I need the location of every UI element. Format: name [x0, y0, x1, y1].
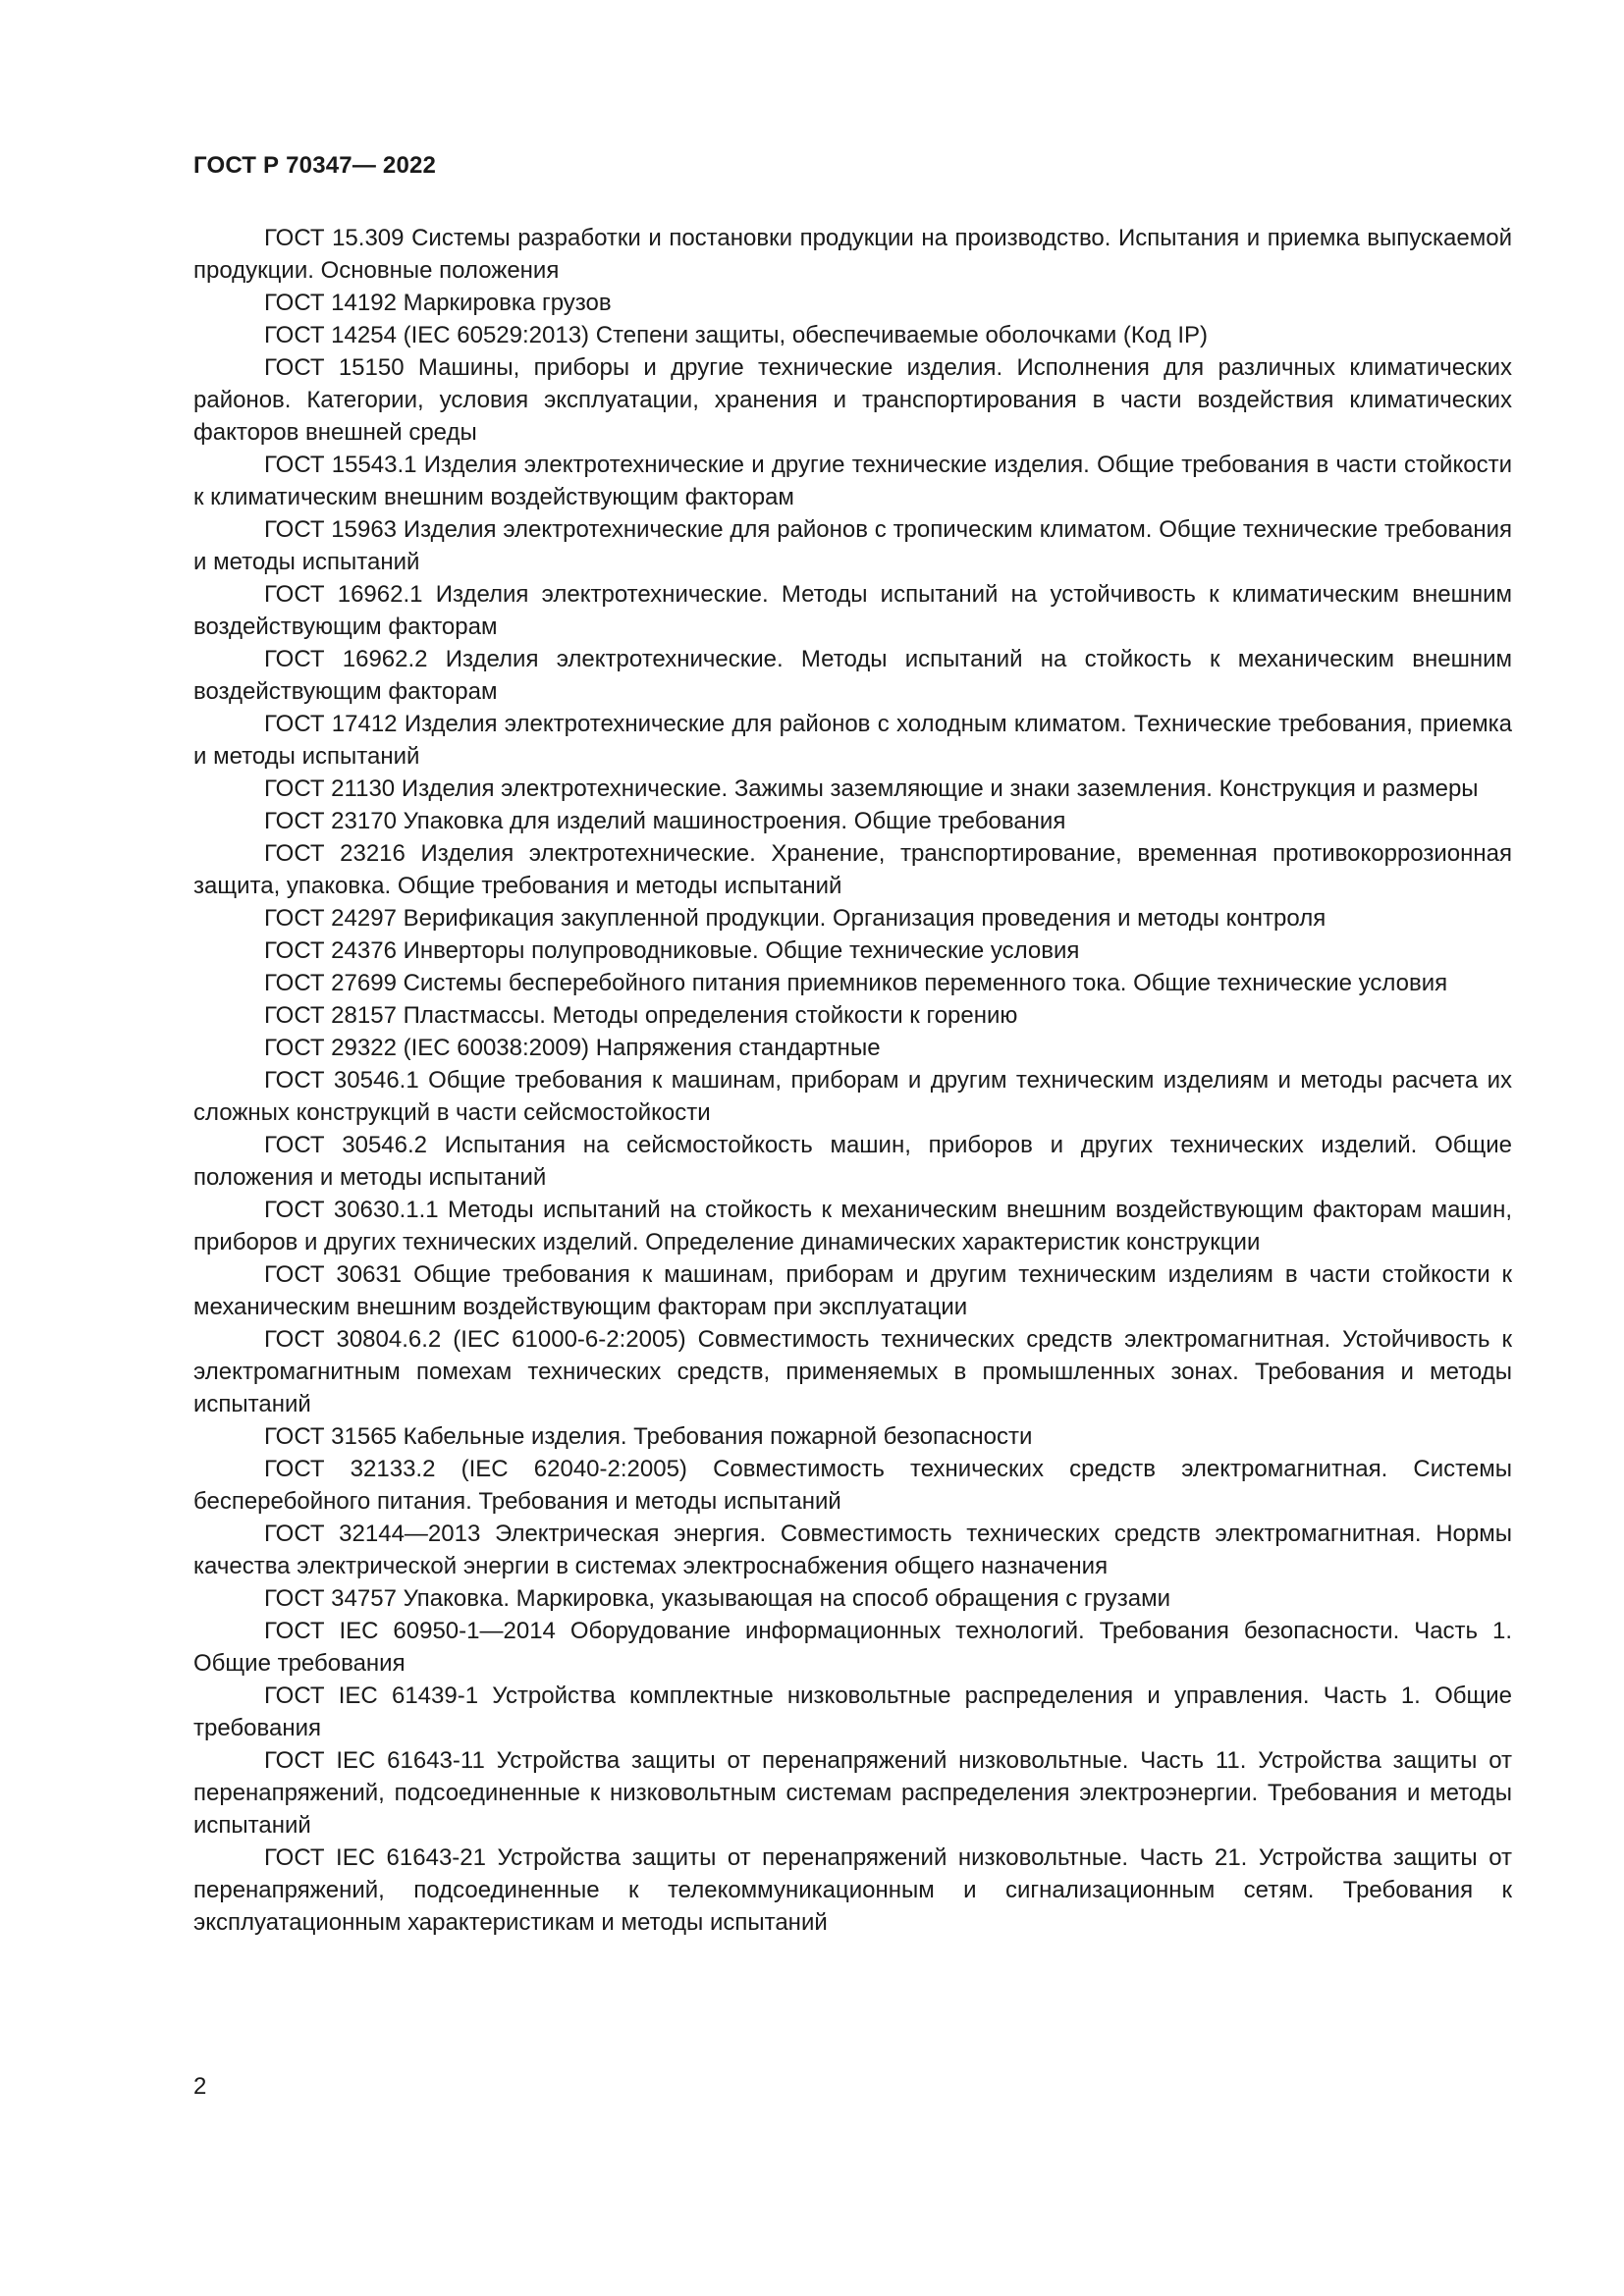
document-header: ГОСТ Р 70347— 2022	[193, 152, 437, 179]
reference-entry	[193, 837, 1512, 902]
reference-code: ГОСТ 28157	[264, 1002, 397, 1029]
reference-entry	[193, 773, 1512, 805]
reference-entry	[193, 1032, 1512, 1064]
reference-title: Упаковка для изделий машиностроения. Общие требования	[403, 808, 1066, 834]
reference-entry	[193, 1582, 1512, 1615]
reference-code: ГОСТ 15543.1	[264, 452, 417, 478]
reference-entry	[193, 1453, 1512, 1518]
reference-code: ГОСТ 14254 (IEC 60529:2013)	[264, 322, 590, 348]
reference-title: Упаковка. Маркировка, указывающая на способ обращения с грузами	[403, 1585, 1170, 1612]
reference-code: ГОСТ 23170	[264, 808, 397, 834]
reference-code: ГОСТ 21130	[264, 775, 396, 802]
reference-entry	[193, 1842, 1512, 1939]
reference-entry	[193, 643, 1512, 708]
reference-title: Степени защиты, обеспечиваемые оболочками (Код IP)	[595, 322, 1209, 348]
reference-title: Совместимость технических средств электромагнитная. Устойчивость к электромагнитным помехам технических средств, применяемых в промышленных зонах. Требования и методы испытаний	[193, 1326, 1512, 1417]
reference-entry	[193, 1518, 1512, 1582]
reference-title: Устройства защиты от перенапряжений низковольтные. Часть 11. Устройства защиты от перенапряжений, подсоединенные к низковольтным системам распределения электроэнергии. Требования и методы испытаний	[193, 1747, 1513, 1839]
reference-entry	[193, 1258, 1512, 1323]
reference-title: Испытания на сейсмостойкость машин, приборов и других технических изделий. Общие положения и методы испытаний	[193, 1132, 1512, 1191]
reference-entry	[193, 1129, 1512, 1194]
reference-code: ГОСТ 30630.1.1	[264, 1197, 439, 1223]
reference-code: ГОСТ 30631	[264, 1261, 403, 1288]
reference-entry	[193, 1420, 1512, 1453]
reference-code: ГОСТ 14192	[264, 290, 397, 316]
reference-entry	[193, 287, 1512, 319]
reference-title: Изделия электротехнические. Зажимы заземляющие и знаки заземления. Конструкция и размеры	[401, 775, 1479, 802]
normative-references-list	[193, 222, 1512, 1939]
reference-title: Методы испытаний на стойкость к механическим внешним воздействующим факторам машин, приборов и других технических изделий. Определение динамических характеристик конструкции	[193, 1197, 1513, 1255]
reference-entry	[193, 1064, 1512, 1129]
reference-entry	[193, 999, 1512, 1032]
reference-title: Совместимость технических средств электромагнитная. Системы бесперебойного питания. Требования и методы испытаний	[193, 1456, 1512, 1515]
reference-code: ГОСТ 23216	[264, 840, 406, 867]
reference-code: ГОСТ 32144—2013	[264, 1521, 481, 1547]
reference-entry	[193, 1615, 1512, 1680]
reference-code: ГОСТ 15963	[264, 516, 398, 543]
reference-title: Изделия электротехнические для районов с холодным климатом. Технические требования, приемка и методы испытаний	[193, 711, 1512, 770]
reference-title: Системы бесперебойного питания приемников переменного тока. Общие технические условия	[403, 970, 1448, 996]
reference-code: ГОСТ IEC 61643-21	[264, 1844, 486, 1871]
reference-title: Системы разработки и постановки продукции на производство. Испытания и приемка выпускаемой продукции. Основные положения	[193, 225, 1513, 284]
reference-code: ГОСТ 29322 (IEC 60038:2009)	[264, 1035, 590, 1061]
reference-title: Общие требования к машинам, приборам и другим техническим изделиям в части стойкости к механическим внешним воздействующим факторам при эксплуатации	[193, 1261, 1513, 1320]
reference-code: ГОСТ 16962.1	[264, 581, 423, 608]
reference-entry	[193, 805, 1512, 837]
reference-code: ГОСТ IEC 60950-1—2014	[264, 1618, 556, 1644]
reference-entry	[193, 513, 1512, 578]
reference-title: Верификация закупленной продукции. Организация проведения и методы контроля	[403, 905, 1326, 932]
reference-title: Изделия электротехнические. Хранение, транспортирование, временная противокоррозионная защита, упаковка. Общие требования и методы испытаний	[193, 840, 1512, 899]
reference-code: ГОСТ 24297	[264, 905, 397, 932]
reference-code: ГОСТ 24376	[264, 937, 397, 964]
reference-code: ГОСТ 30546.2	[264, 1132, 427, 1158]
reference-title: Изделия электротехнические и другие технические изделия. Общие требования в части стойкости к климатическим внешним воздействующим факторам	[193, 452, 1512, 510]
reference-title: Машины, приборы и другие технические изделия. Исполнения для различных климатических районов. Категории, условия эксплуатации, хранения и транспортирования в части воздействия климатических факторов внешней среды	[193, 354, 1513, 446]
reference-code: ГОСТ 27699	[264, 970, 397, 996]
reference-code: ГОСТ 17412	[264, 711, 398, 737]
reference-title: Общие требования к машинам, приборам и другим техническим изделиям и методы расчета их сложных конструкций в части сейсмостойкости	[193, 1067, 1513, 1126]
reference-entry	[193, 1744, 1512, 1842]
reference-entry	[193, 578, 1512, 643]
reference-title: Напряжения стандартные	[595, 1035, 881, 1061]
reference-code: ГОСТ 30804.6.2 (IEC 61000-6-2:2005)	[264, 1326, 686, 1353]
reference-entry	[193, 1680, 1512, 1744]
reference-entry	[193, 967, 1512, 999]
reference-code: ГОСТ IEC 61439-1	[264, 1682, 479, 1709]
page-number: 2	[193, 2073, 207, 2100]
reference-title: Кабельные изделия. Требования пожарной безопасности	[403, 1423, 1033, 1450]
reference-entry	[193, 222, 1512, 287]
reference-code: ГОСТ IEC 61643-11	[264, 1747, 485, 1774]
reference-entry	[193, 449, 1512, 513]
reference-entry	[193, 1194, 1512, 1258]
reference-entry	[193, 934, 1512, 967]
reference-title: Инверторы полупроводниковые. Общие технические условия	[403, 937, 1080, 964]
reference-code: ГОСТ 15.309	[264, 225, 405, 251]
reference-entry	[193, 708, 1512, 773]
reference-title: Оборудование информационных технологий. Требования безопасности. Часть 1. Общие требования	[193, 1618, 1513, 1677]
reference-code: ГОСТ 31565	[264, 1423, 397, 1450]
reference-entry	[193, 319, 1512, 351]
reference-title: Электрическая энергия. Совместимость технических средств электромагнитная. Нормы качества электрической энергии в системах электроснабжения общего назначения	[193, 1521, 1512, 1579]
reference-code: ГОСТ 30546.1	[264, 1067, 419, 1094]
reference-code: ГОСТ 15150	[264, 354, 405, 381]
reference-entry	[193, 902, 1512, 934]
reference-code: ГОСТ 16962.2	[264, 646, 428, 672]
reference-title: Маркировка грузов	[403, 290, 612, 316]
reference-title: Изделия электротехнические для районов с тропическим климатом. Общие технические требования и методы испытаний	[193, 516, 1513, 575]
reference-code: ГОСТ 32133.2 (IEC 62040-2:2005)	[264, 1456, 687, 1482]
reference-title: Устройства защиты от перенапряжений низковольтные. Часть 21. Устройства защиты от перенапряжений, подсоединенные к телекоммуникационным и сигнализационным сетям. Требования к эксплуатационным характеристикам и методы испытаний	[193, 1844, 1513, 1936]
reference-code: ГОСТ 34757	[264, 1585, 397, 1612]
reference-entry	[193, 1323, 1512, 1420]
reference-entry	[193, 351, 1512, 449]
reference-title: Изделия электротехнические. Методы испытаний на устойчивость к климатическим внешним воздействующим факторам	[193, 581, 1513, 640]
reference-title: Изделия электротехнические. Методы испытаний на стойкость к механическим внешним воздействующим факторам	[193, 646, 1513, 705]
reference-title: Пластмассы. Методы определения стойкости к горению	[403, 1002, 1018, 1029]
reference-title: Устройства комплектные низковольтные распределения и управления. Часть 1. Общие требования	[193, 1682, 1512, 1741]
